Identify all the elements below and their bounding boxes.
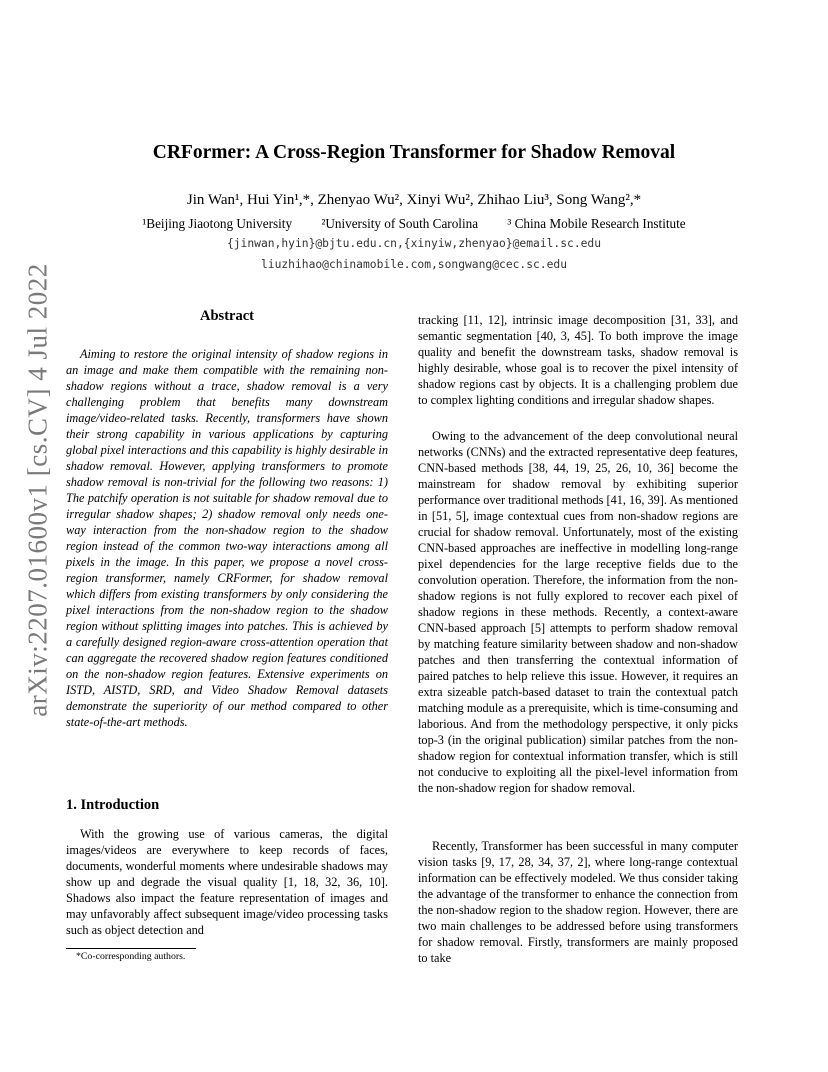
- paper-title: CRFormer: A Cross-Region Transformer for Shadow Removal: [152, 142, 676, 163]
- author-list: Jin Wan¹, Hui Yin¹,*, Zhenyao Wu², Xinyi Wu², Zhihao Liu³, Song Wang²,*: [186, 192, 642, 208]
- affiliation-2: ²University of South Carolina: [321, 216, 479, 231]
- right-paragraph-2: Owing to the advancement of the deep convolutional neural networks (CNNs) and the extracted representative deep features, CNN-based methods [38, 44, 19, 25, 26, 10, 36] become the mainstream for shadow removal by exhibiting superior performance over traditional methods [41, 16, 39]. As mentioned in [51, 5], image contextual cues from non-shadow regions are crucial for shadow removal. Unfortunately, most of the existing CNN-based approaches are ineffective in modelling long-range pixel dependencies for the large receptive fields due to the convolution operation. Therefore, the information from the non-shadow regions is not fully explored to recover each pixel of shadow regions in these methods. Recently, a context-aware CNN-based approach [5] attempts to perform shadow removal by matching feature similarity between shadow and non-shadow patches and then transferring the contextual information of paired patches to help relieve this issue. However, it requires an extra sizeable patch-based dataset to train the contextual patch matching module as a prerequisite, which is time-consuming and laborious. And from the methodology perspective, it only picks top-3 (in the original publication) similar patches from the non-shadow region for contextual information transfer, which is still not conducive to exploiting all the pixel-level information from the non-shadow region for shadow removal.: [418, 429, 738, 795]
- affiliations: [0, 216, 828, 232]
- email-line-2: liuzhihao@chinamobile.com,songwang@cec.sc.edu: [260, 258, 568, 271]
- right-paragraph-1: tracking [11, 12], intrinsic image decomposition [31, 33], and semantic segmentation [40, 3, 45]. To both improve the image quality and benefit the downstream tasks, shadow removal is highly desirable, whose goal is to recover the pixel intensity of shadow regions cast by objects. It is a challenging problem due to complex lighting conditions and irregular shadow shapes.: [418, 313, 738, 407]
- abstract-text: Aiming to restore the original intensity of shadow regions in an image and make them compatible with the remaining non-shadow regions without a trace, shadow removal is a very challenging problem that benefits many downstream image/video-related tasks. Recently, transformers have shown their strong capability in various applications by capturing global pixel interactions and this capability is highly desirable in shadow removal. However, applying transformers to promote shadow removal is non-trivial for the following two reasons: 1) The patchify operation is not suitable for shadow removal due to irregular shadow shapes; 2) shadow removal only needs one-way interaction from the non-shadow region to the shadow region instead of the common two-way interactions among all pixels in the image. In this paper, we propose a novel cross-region transformer, namely CRFormer, for shadow removal which differs from existing transformers by only considering the pixel interactions from the non-shadow region to the shadow region without splitting images into patches. This is achieved by a carefully designed region-aware cross-attention operation that can aggregate the recovered shadow region features conditioned on the non-shadow region features. Extensive experiments on ISTD, AISTD, SRD, and Video Shadow Removal datasets demonstrate the superiority of our method compared to other state-of-the-art methods.: [66, 347, 388, 729]
- intro-paragraph-1: With the growing use of various cameras, the digital images/videos are everywhere to keep records of faces, documents, wonderful moments where undesirable shadows may show up and degrade the visual quality [1, 18, 32, 36, 10]. Shadows also impact the feature representation of images and may unfavorably affect subsequent image/video processing tasks such as object detection and: [66, 827, 388, 937]
- introduction-heading: 1. Introduction: [66, 797, 160, 813]
- email-line-1: {jinwan,hyin}@bjtu.edu.cn,{xinyiw,zhenyao}@email.sc.edu: [226, 237, 602, 250]
- right-paragraph-3: Recently, Transformer has been successful in many computer vision tasks [9, 17, 28, 34, 37, 2], where long-range contextual information can be effectively modeled. We thus consider taking the advantage of the transformer to enhance the connection from the non-shadow region to the shadow region. However, there are two main challenges to be addressed before using transformers for shadow removal. Firstly, transformers are mainly proposed to take: [418, 839, 738, 965]
- arxiv-stamp: [16, 263, 60, 717]
- arxiv-stamp-text: arXiv:2207.01600v1 [cs.CV] 4 Jul 2022: [22, 263, 53, 717]
- affiliation-3: ³ China Mobile Research Institute: [507, 216, 686, 231]
- affiliation-1: ¹Beijing Jiaotong University: [142, 216, 293, 231]
- footnote-rule: [66, 948, 196, 949]
- footnote: *Co-corresponding authors.: [76, 951, 186, 962]
- abstract-heading: Abstract: [200, 308, 254, 324]
